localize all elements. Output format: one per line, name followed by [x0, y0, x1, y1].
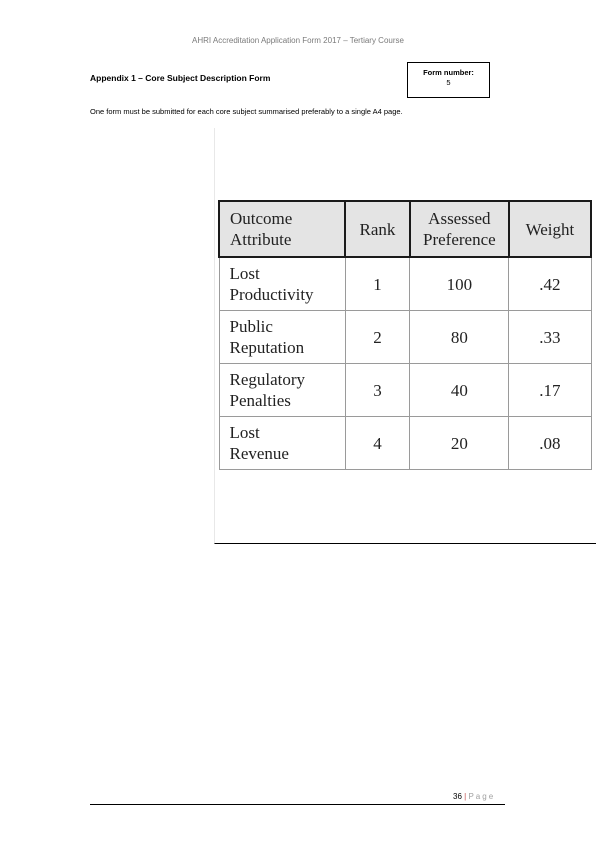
cell-attribute	[219, 311, 345, 364]
cell-weight: .17	[509, 364, 591, 417]
attr-line: Penalties	[229, 391, 291, 410]
table-row	[219, 311, 591, 364]
cell-preference: 80	[410, 311, 509, 364]
attr-line: Productivity	[229, 285, 314, 304]
header-text-line: Attribute	[230, 230, 292, 249]
attr-line: Revenue	[229, 444, 289, 463]
outcome-attribute-table	[218, 200, 592, 470]
header-weight	[509, 201, 591, 257]
instruction-text: One form must be submitted for each core subject summarised preferably to a single A4 page.	[90, 107, 403, 116]
header-text-line: Rank	[359, 219, 396, 239]
header-text-line: Preference	[423, 230, 496, 249]
attr-line: Lost	[229, 423, 260, 442]
table-row	[219, 417, 591, 470]
attr-line: Public	[229, 317, 273, 336]
cell-preference: 40	[410, 364, 509, 417]
table-header-row	[219, 201, 591, 257]
attr-line: Lost	[229, 264, 260, 283]
page-separator: |	[464, 792, 467, 801]
cell-rank: 4	[345, 417, 410, 470]
cell-preference: 20	[410, 417, 509, 470]
table-row	[219, 257, 591, 311]
cell-attribute	[219, 257, 345, 311]
running-header: AHRI Accreditation Application Form 2017 – Tertiary Course	[192, 36, 404, 45]
cell-preference: 100	[410, 257, 509, 311]
header-outcome-attribute	[219, 201, 345, 257]
cell-rank: 3	[345, 364, 410, 417]
form-number-box	[407, 62, 490, 98]
cell-weight: .08	[509, 417, 591, 470]
cell-weight: .33	[509, 311, 591, 364]
page-number-value: 36	[453, 792, 462, 801]
form-number-value: 5	[446, 78, 451, 87]
page-word: Page	[468, 792, 496, 801]
cell-attribute	[219, 417, 345, 470]
table-row	[219, 364, 591, 417]
header-rank	[345, 201, 410, 257]
appendix-title: Appendix 1 – Core Subject Description Form	[90, 73, 271, 83]
attr-line: Regulatory	[229, 370, 306, 389]
cell-attribute	[219, 364, 345, 417]
attr-line: Reputation	[229, 338, 305, 357]
header-assessed-preference	[410, 201, 509, 257]
header-text-line: Weight	[525, 219, 575, 239]
footer-rule	[90, 804, 505, 805]
header-text-line: Assessed	[428, 209, 491, 228]
cell-rank: 2	[345, 311, 410, 364]
cell-rank: 1	[345, 257, 410, 311]
page-number	[453, 792, 495, 801]
form-number-label: Form number:	[423, 68, 474, 77]
header-text-line: Outcome	[230, 209, 293, 228]
cell-weight: .42	[509, 257, 591, 311]
